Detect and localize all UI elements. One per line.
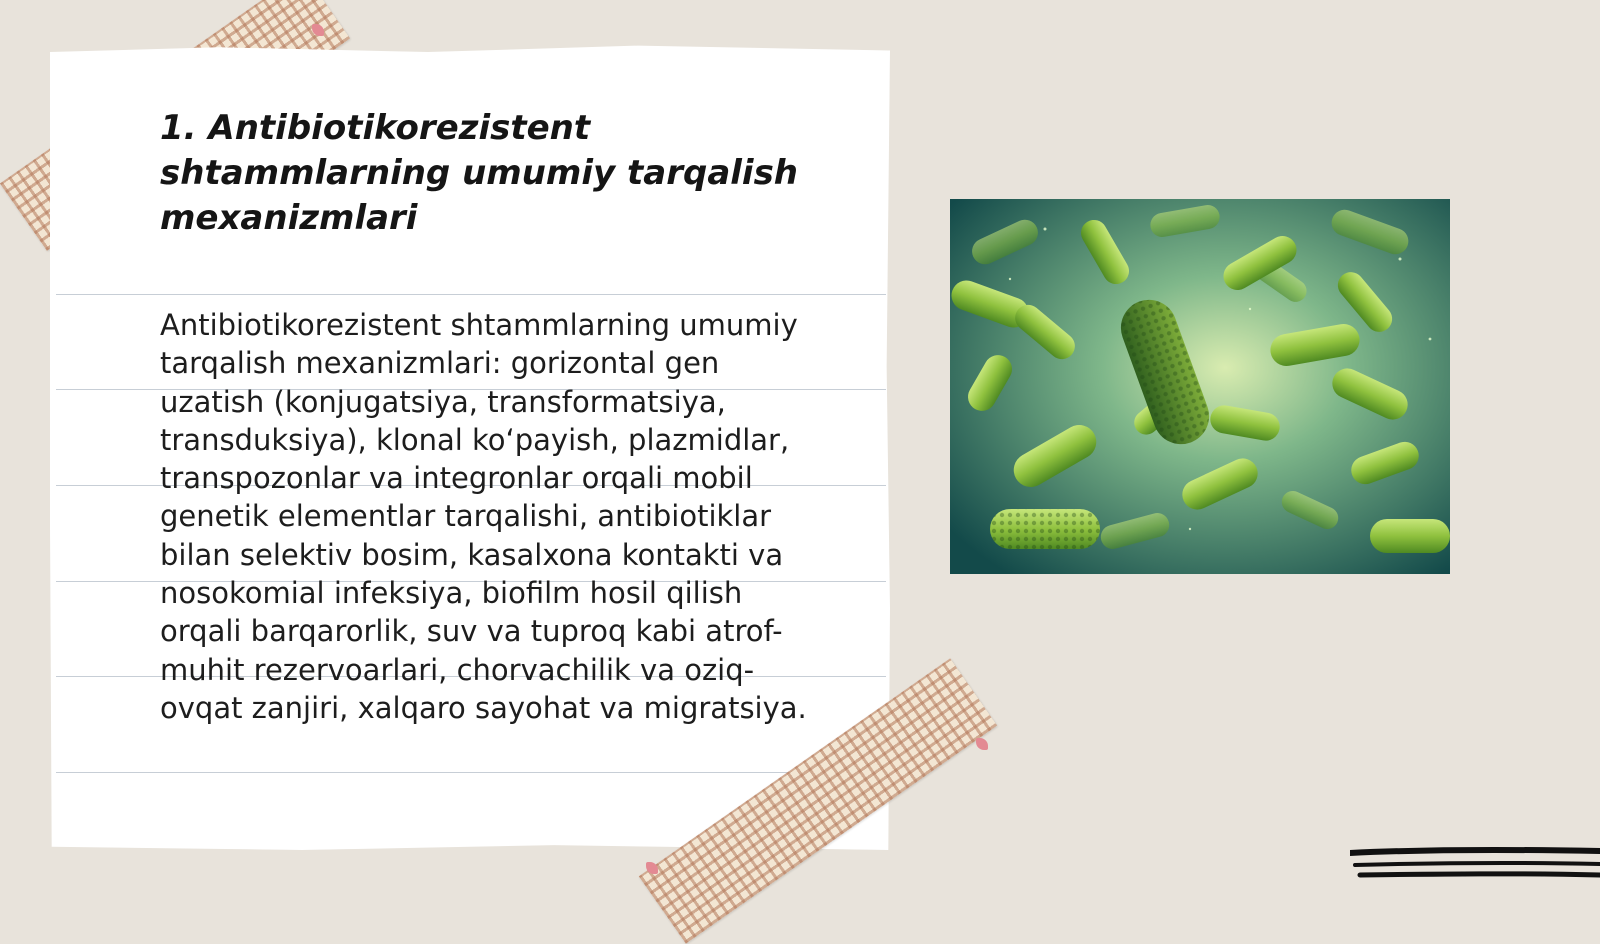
slide-title: 1. Antibiotikorezistent shtammlarning umumiy tarqalish mexanizmlari [160,108,799,238]
bacteria-image [950,199,1450,574]
ruled-line [56,772,886,773]
tape-tip-bottom [976,738,988,750]
slide-body-text: Antibiotikorezistent shtammlarning umumiy tarqalish mexanizmlari: gorizontal gen uzatish (konjugatsiya, transformatsiya, transduksiya), klonal ko‘payish, plazmidlar, transpozonlar va integronlar orqali mobil genetik elementlar tarqalishi, antibiotiklar bilan selektiv bosim, kasalxona kontakti va nosokomial infeksiya, biofilm hosil qilish orqali barqarorlik, suv va tuproq kabi atrof-muhit rezervoarlari, chorvachilik va oziq-ovqat zanjiri, xalqaro sayohat va migratsiya. [160,308,807,725]
bacteria-illustration [950,199,1450,574]
brush-strokes [1350,845,1600,890]
ruled-line [56,294,886,295]
